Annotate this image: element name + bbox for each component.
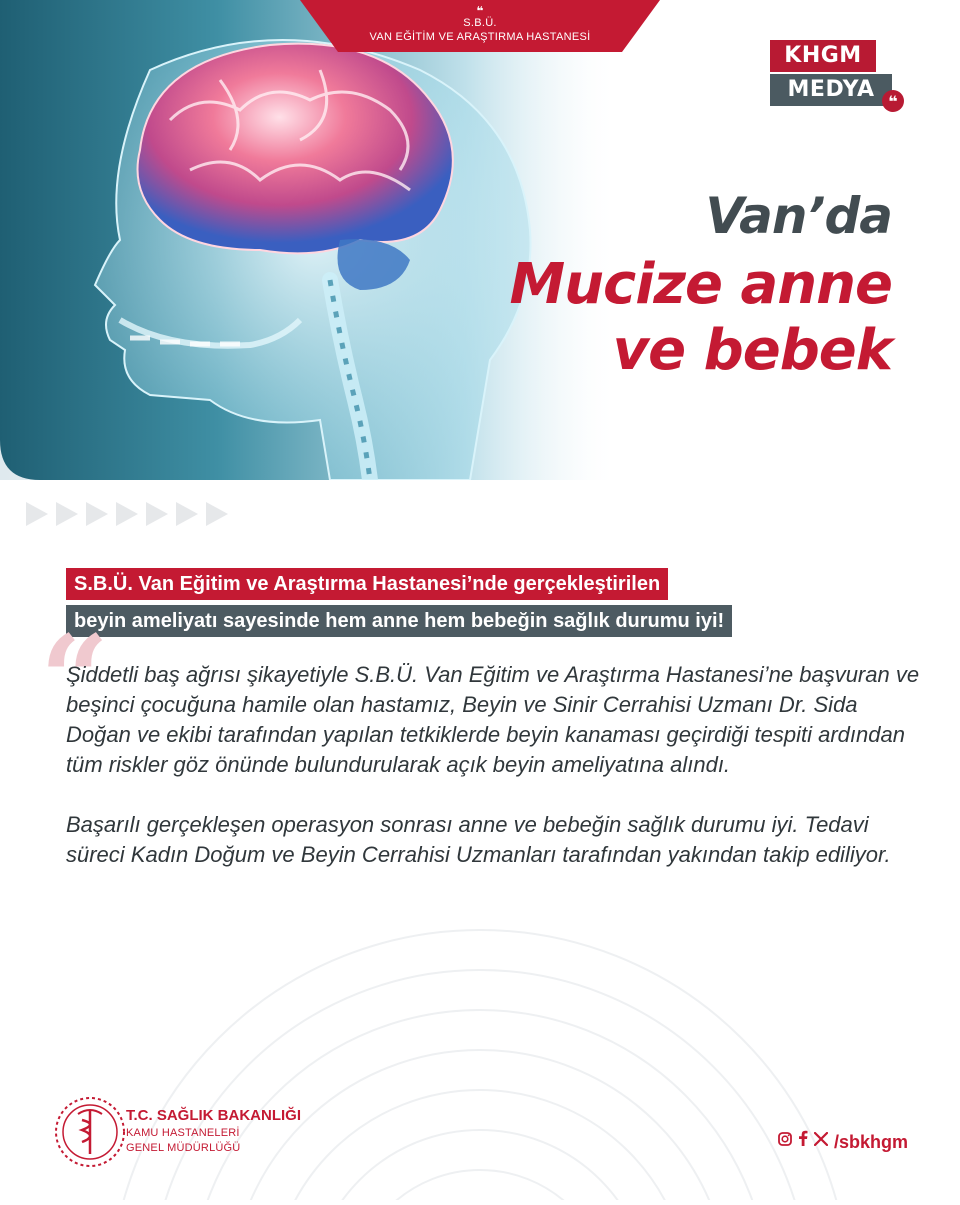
chevron-right-icon	[26, 502, 48, 526]
chevron-right-icon	[176, 502, 198, 526]
lead-summary	[66, 568, 732, 637]
hospital-banner	[300, 0, 660, 52]
chevron-right-icon	[146, 502, 168, 526]
banner-line-1: S.B.Ü.	[463, 17, 497, 29]
headline-line-2: Mucize anne	[509, 252, 892, 317]
logo-line-2: MEDYA	[770, 74, 892, 106]
department-line-1: KAMU HASTANELERİ	[126, 1127, 240, 1139]
lead-line-2: beyin ameliyatı sayesinde hem anne hem bebeğin sağlık durumu iyi!	[66, 605, 732, 637]
article-paragraph-1: Şiddetli baş ağrısı şikayetiyle S.B.Ü. Van Eğitim ve Araştırma Hastanesi’ne başvuran ve beşinci çocuğuna hamile olan hastamız, Beyin ve Sinir Cerrahisi Uzmanı Dr. Sida Doğan ve ekibi tarafından yapılan tetkiklerde beyin kanaması geçirdiği tespiti ardından tüm riskler göz önünde bulundurularak açık beyin ameliyatına alındı.	[66, 662, 920, 777]
lead-line-1: S.B.Ü. Van Eğitim ve Araştırma Hastanesi’nde gerçekleştirilen	[66, 568, 668, 600]
chevron-right-icon	[116, 502, 138, 526]
hero-section	[0, 0, 960, 480]
department-line-2: GENEL MÜDÜRLÜĞÜ	[126, 1142, 241, 1154]
x-icon[interactable]	[814, 1130, 828, 1154]
article-body	[66, 660, 926, 900]
headline-line-3: ve bebek	[612, 318, 892, 383]
chevron-decoration	[26, 500, 246, 528]
chevron-right-icon	[206, 502, 228, 526]
headline-line-1: Van’da	[705, 187, 892, 245]
facebook-icon[interactable]	[798, 1130, 808, 1154]
banner-line-2: VAN EĞİTİM VE ARAŞTIRMA HASTANESİ	[369, 31, 591, 43]
chevron-right-icon	[56, 502, 78, 526]
ministry-text	[126, 1106, 301, 1156]
social-links	[778, 1130, 908, 1154]
open-quote-icon: “	[40, 609, 110, 750]
quote-icon: ❝	[476, 4, 484, 18]
article-paragraph-2: Başarılı gerçekleşen operasyon sonrası anne ve bebeğin sağlık durumu iyi. Tedavi süreci Kadın Doğum ve Beyin Cerrahisi Uzmanları tarafından yakından takip ediliyor.	[66, 812, 891, 867]
instagram-icon[interactable]	[778, 1130, 792, 1154]
headline	[509, 180, 892, 384]
khgm-medya-logo	[770, 40, 910, 115]
ministry-name: T.C. SAĞLIK BAKANLIĞI	[126, 1107, 301, 1124]
logo-quote-icon: ❝	[882, 90, 904, 112]
ministry-emblem	[50, 1092, 130, 1172]
chevron-right-icon	[86, 502, 108, 526]
social-handle[interactable]: /sbkhgm	[834, 1132, 909, 1152]
logo-line-1: KHGM	[770, 40, 876, 72]
